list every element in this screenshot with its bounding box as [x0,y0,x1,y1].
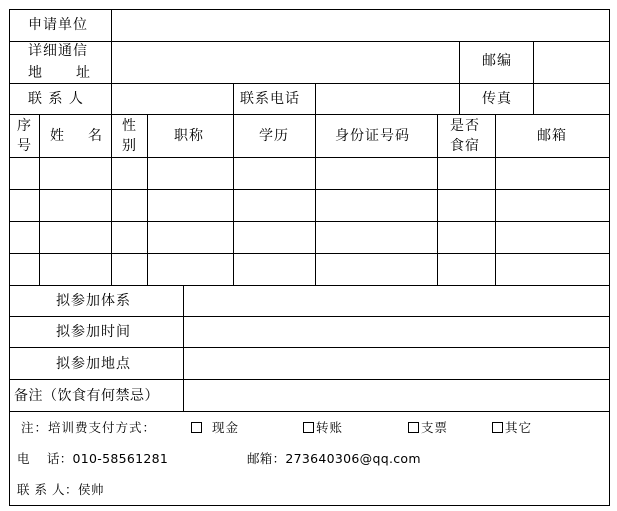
remarks-input[interactable] [184,380,609,411]
divider [9,114,610,115]
table-cell[interactable] [10,158,40,189]
table-cell[interactable] [148,222,234,253]
table-cell[interactable] [438,222,496,253]
remarks-label: 备注（饮食有何禁忌） [14,388,159,404]
footer-phone: 电 话：010-58561281 [17,451,169,466]
payment-check-checkbox[interactable] [408,422,419,433]
payment-transfer-checkbox[interactable] [303,422,314,433]
address-label-line2b: 址 [76,65,91,81]
payment-transfer-label: 转账 [316,420,344,435]
table-cell[interactable] [40,222,112,253]
divider [9,411,610,412]
header-name-a: 姓 [50,128,65,144]
table-cell[interactable] [438,254,496,285]
table-cell[interactable] [496,158,609,189]
plan-time-input[interactable] [184,317,609,347]
header-name-b: 名 [88,128,103,144]
postcode-label: 邮编 [482,53,512,69]
header-education: 学历 [259,128,289,144]
plan-system-label: 拟参加体系 [56,293,131,309]
address-input[interactable] [112,42,459,83]
table-cell[interactable] [234,222,316,253]
table-cell[interactable] [438,190,496,221]
payment-other-checkbox[interactable] [492,422,503,433]
header-boarding-line1: 是否 [450,118,480,134]
header-boarding-line2: 食宿 [450,138,480,154]
header-no-line1: 序 [17,118,32,134]
table-cell[interactable] [496,254,609,285]
payment-cash-label: 现金 [212,420,240,435]
header-email: 邮箱 [537,128,567,144]
table-cell[interactable] [40,158,112,189]
table-cell[interactable] [234,190,316,221]
contact-label: 联 系 人 [28,91,84,107]
contact-input[interactable] [112,84,233,114]
table-cell[interactable] [148,254,234,285]
table-cell[interactable] [112,254,148,285]
table-cell[interactable] [10,190,40,221]
table-cell[interactable] [496,190,609,221]
table-cell[interactable] [316,158,438,189]
footer-email: 邮箱：273640306@qq.com [247,451,421,466]
fax-input[interactable] [534,84,609,114]
table-cell[interactable] [10,254,40,285]
table-cell[interactable] [148,190,234,221]
divider [233,83,234,115]
applicant-unit-input[interactable] [112,10,609,41]
border-bottom [9,505,610,506]
table-cell[interactable] [316,222,438,253]
fax-label: 传真 [482,91,512,107]
header-gender-line2: 别 [122,138,137,154]
table-cell[interactable] [40,254,112,285]
table-cell[interactable] [438,158,496,189]
address-label-line1: 详细通信 [28,43,88,59]
plan-location-label: 拟参加地点 [56,356,131,372]
header-id-number: 身份证号码 [335,128,410,144]
table-cell[interactable] [496,222,609,253]
table-cell[interactable] [316,254,438,285]
table-cell[interactable] [10,222,40,253]
table-cell[interactable] [234,158,316,189]
address-label-line2a: 地 [28,65,43,81]
applicant-unit-label: 申请单位 [28,17,88,33]
payment-check-label: 支票 [421,420,449,435]
header-title: 职称 [174,128,204,144]
table-cell[interactable] [316,190,438,221]
payment-cash-checkbox[interactable] [191,422,202,433]
table-cell[interactable] [112,158,148,189]
divider [459,41,460,115]
header-gender-line1: 性 [122,118,137,134]
divider [9,83,610,84]
table-cell[interactable] [148,158,234,189]
phone-input[interactable] [316,84,459,114]
plan-time-label: 拟参加时间 [56,324,131,340]
table-cell[interactable] [112,190,148,221]
table-cell[interactable] [40,190,112,221]
header-no-line2: 号 [17,138,32,154]
table-cell[interactable] [112,222,148,253]
plan-location-input[interactable] [184,348,609,379]
payment-label: 注：培训费支付方式： [21,420,157,435]
payment-other-label: 其它 [505,420,533,435]
table-cell[interactable] [234,254,316,285]
postcode-input[interactable] [534,42,609,83]
footer-contact: 联 系 人：侯帅 [17,482,104,497]
plan-system-input[interactable] [184,286,609,316]
phone-label: 联系电话 [240,91,300,107]
